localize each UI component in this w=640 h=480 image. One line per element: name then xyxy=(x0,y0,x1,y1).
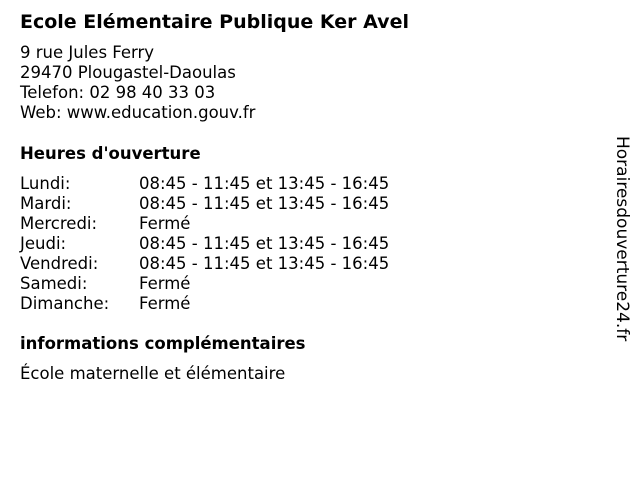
hours-row-monday xyxy=(20,174,389,194)
hours-row-thursday xyxy=(20,234,389,254)
additional-info-text: École maternelle et élémentaire xyxy=(20,364,286,383)
site-watermark: Horairesdouverture24.fr xyxy=(612,136,632,342)
website: Web: www.education.gouv.fr xyxy=(20,103,256,122)
hours-value: Fermé xyxy=(139,294,191,313)
hours-value: 08:45 - 11:45 et 13:45 - 16:45 xyxy=(139,254,390,273)
address-street: 9 rue Jules Ferry xyxy=(20,43,155,62)
hours-row-tuesday xyxy=(20,194,389,214)
day-label: Dimanche: xyxy=(20,294,110,313)
page-title: Ecole Elémentaire Publique Ker Avel xyxy=(20,11,409,33)
day-label: Samedi: xyxy=(20,274,88,293)
hours-value: 08:45 - 11:45 et 13:45 - 16:45 xyxy=(139,174,390,193)
hours-row-wednesday xyxy=(20,214,389,234)
hours-row-saturday xyxy=(20,274,389,294)
opening-hours-table xyxy=(20,174,389,314)
hours-row-friday xyxy=(20,254,389,274)
day-label: Vendredi: xyxy=(20,254,99,273)
hours-value: Fermé xyxy=(139,274,191,293)
day-label: Mercredi: xyxy=(20,214,98,233)
additional-info-heading: informations complémentaires xyxy=(20,334,306,353)
day-label: Jeudi: xyxy=(20,234,67,253)
opening-hours-heading: Heures d'ouverture xyxy=(20,144,201,163)
day-label: Lundi: xyxy=(20,174,71,193)
address-city: 29470 Plougastel-Daoulas xyxy=(20,63,236,82)
day-label: Mardi: xyxy=(20,194,72,213)
hours-row-sunday xyxy=(20,294,389,314)
phone-number: Telefon: 02 98 40 33 03 xyxy=(20,83,216,102)
hours-value: 08:45 - 11:45 et 13:45 - 16:45 xyxy=(139,234,390,253)
address-block xyxy=(20,43,255,123)
hours-value: Fermé xyxy=(139,214,191,233)
hours-value: 08:45 - 11:45 et 13:45 - 16:45 xyxy=(139,194,390,213)
